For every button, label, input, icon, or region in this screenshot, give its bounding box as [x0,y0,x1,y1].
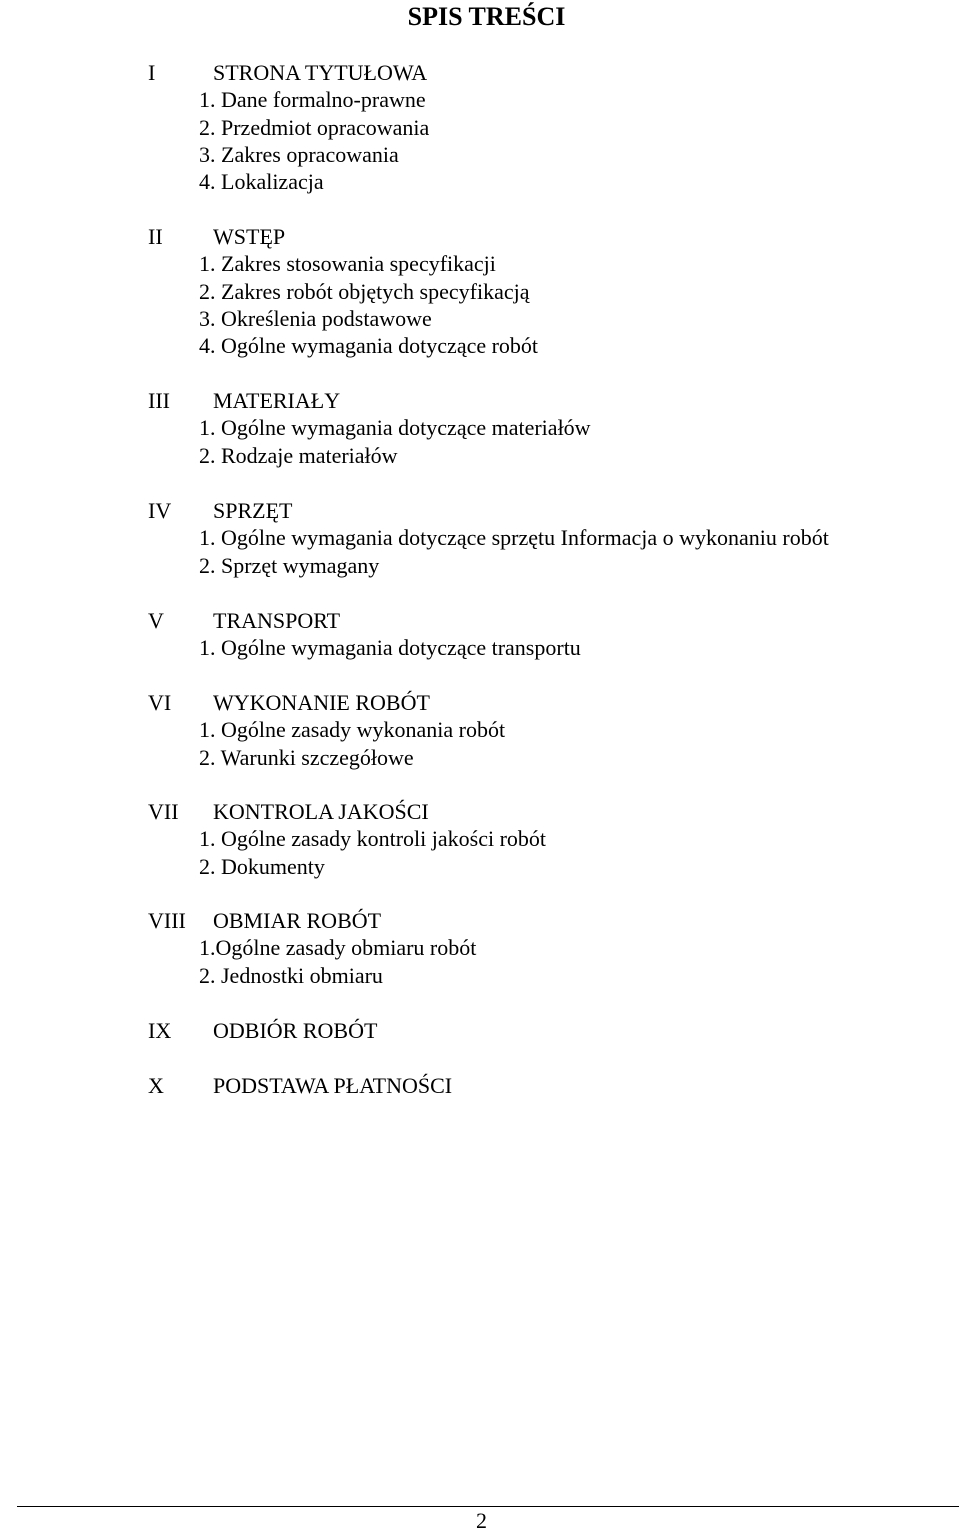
section-numeral: III [148,388,170,413]
list-item: 1. Dane formalno-prawne [199,87,426,113]
section-numeral: VIII [148,908,186,933]
section-numeral: X [148,1073,164,1098]
section-heading: ODBIÓR ROBÓT [213,1018,378,1043]
list-item: 1. Ogólne wymagania dotyczące materiałów [199,415,591,441]
list-item: 2. Zakres robót objętych specyfikacją [199,278,530,304]
list-item: 2. Jednostki obmiaru [199,962,383,988]
list-item: 1. Zakres stosowania specyfikacji [199,251,496,277]
section-items [199,250,538,359]
section-items [199,634,581,661]
page-number: 2 [476,1508,487,1533]
list-item: 4. Lokalizacja [199,169,324,195]
section-numeral: I [148,60,156,85]
section-numeral: IX [148,1018,172,1043]
section-items [199,414,591,469]
section-heading: MATERIAŁY [213,388,341,413]
list-item: 2. Sprzęt wymagany [199,552,380,578]
list-item: 1. Ogólne zasady wykonania robót [199,717,506,743]
section-heading: TRANSPORT [213,608,341,633]
list-item: 2. Warunki szczegółowe [199,744,414,770]
section-numeral: II [148,224,163,249]
section-heading: OBMIAR ROBÓT [213,908,382,933]
section-heading: STRONA TYTUŁOWA [213,60,428,85]
list-item: 2. Przedmiot opracowania [199,114,430,140]
section-heading: PODSTAWA PŁATNOŚCI [213,1073,453,1098]
section-items [199,86,429,195]
section-heading: SPRZĘT [213,498,293,523]
list-item: 3. Zakres opracowania [199,141,399,167]
page-title: SPIS TREŚCI [407,2,566,31]
list-item: 2. Dokumenty [199,853,325,879]
section-numeral: VI [148,690,172,715]
section-items [199,716,505,771]
section-numeral: IV [148,498,172,523]
list-item: 1.Ogólne zasady obmiaru robót [199,935,477,961]
list-item: 1. Ogólne wymagania dotyczące sprzętu Informacja o wykonaniu robót [199,525,829,551]
list-item: 1. Ogólne zasady kontroli jakości robót [199,826,547,852]
section-items [199,825,546,880]
section-heading: WYKONANIE ROBÓT [213,690,430,715]
list-item: 1. Ogólne wymagania dotyczące transportu [199,635,581,661]
list-item: 3. Określenia podstawowe [199,305,432,331]
list-item: 2. Rodzaje materiałów [199,442,398,468]
section-items [199,524,829,579]
section-numeral: VII [148,799,179,824]
section-items [199,934,476,989]
section-heading: KONTROLA JAKOŚCI [213,799,429,824]
list-item: 4. Ogólne wymagania dotyczące robót [199,333,539,359]
section-numeral: V [148,608,164,633]
section-heading: WSTĘP [213,224,286,249]
footer-divider [17,1506,959,1507]
